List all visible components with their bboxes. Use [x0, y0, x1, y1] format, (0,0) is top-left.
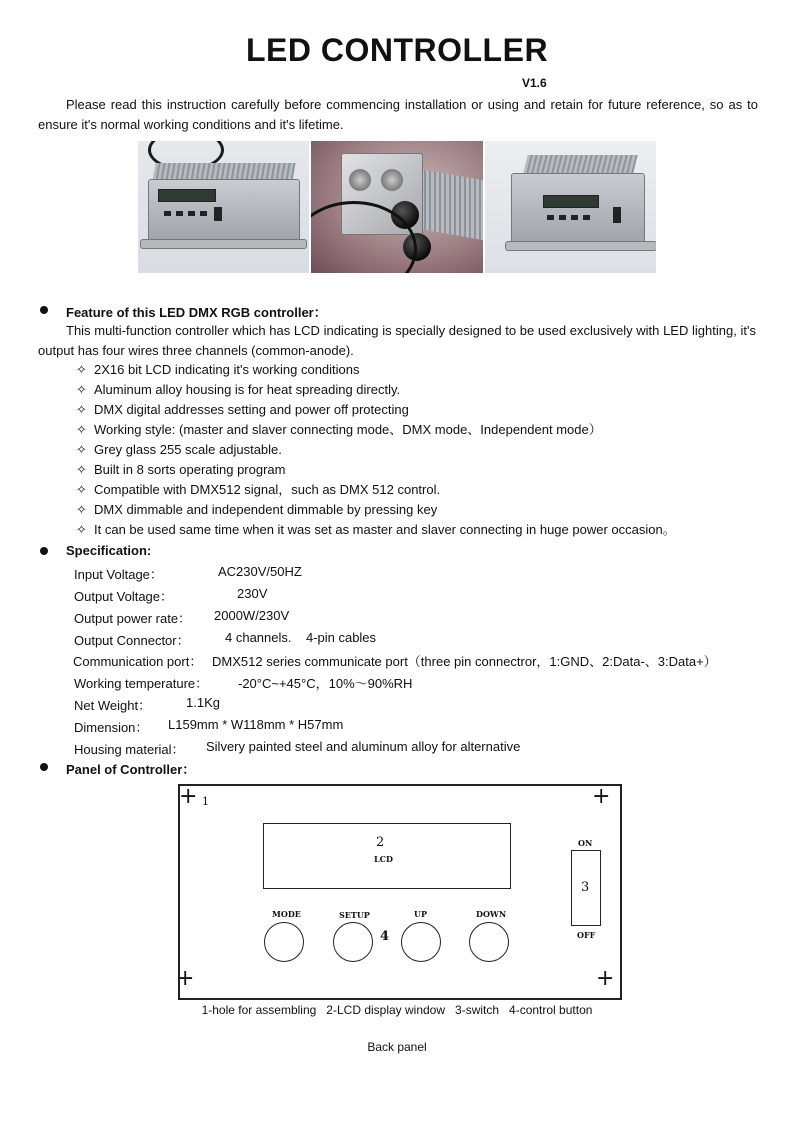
spec-label: Input Voltage：: [74, 567, 163, 582]
panel-heading: Panel of Controller：: [66, 762, 196, 777]
filled-circle-icon: [40, 547, 48, 555]
diamond-star-icon: ✧: [76, 522, 87, 537]
setup-label: SETUP: [339, 910, 370, 920]
plus-cross-icon: +: [179, 784, 198, 809]
spec-value: Silvery painted steel and aluminum alloy for alternative: [206, 739, 521, 754]
panel-caption: Back panel: [367, 1040, 427, 1054]
spec-value: AC230V/50HZ: [218, 564, 302, 579]
spec-label: Output Connector：: [74, 633, 190, 648]
spec-value: DMX512 series communicate port（three pin connectror，1:GND、2:Data-、3:Data+）: [212, 654, 717, 669]
feature-item: ✧ 2X16 bit LCD indicating it's working conditions: [76, 360, 360, 380]
lcd-number: 2: [376, 835, 385, 850]
diamond-star-icon: ✧: [76, 362, 87, 377]
setup-button: [333, 922, 373, 962]
diamond-star-icon: ✧: [76, 502, 87, 517]
feature-item: ✧ DMX digital addresses setting and power off protecting: [76, 400, 409, 420]
spec-value: 230V: [237, 586, 268, 601]
panel-legend: 1-hole for assembling 2-LCD display window 3-switch 4-control button: [201, 1003, 593, 1017]
filled-circle-icon: [40, 306, 48, 314]
features-heading: Feature of this LED DMX RGB controller：: [66, 305, 327, 320]
product-photo-connectors: [311, 141, 482, 273]
plus-cross-icon: +: [592, 784, 611, 809]
product-photos: [138, 141, 656, 273]
feature-item: ✧ It can be used same time when it was set as master and slaver connecting in huge power occasion。: [76, 520, 676, 540]
specification-heading: Specification:: [66, 543, 152, 558]
buttons-number: 4: [380, 929, 390, 944]
feature-item: ✧ Grey glass 255 scale adjustable.: [76, 440, 282, 460]
product-photo-front: [138, 141, 309, 273]
product-photo-side: [485, 141, 656, 273]
hole-number: 1: [202, 795, 209, 808]
spec-label: Communication port：: [73, 654, 203, 669]
panel-diagram: [178, 784, 622, 1000]
diamond-star-icon: ✧: [76, 442, 87, 457]
switch-number: 3: [581, 880, 590, 895]
diamond-star-icon: ✧: [76, 462, 87, 477]
spec-value: L159mm * W118mm * H57mm: [168, 717, 344, 732]
feature-item: ✧ Built in 8 sorts operating program: [76, 460, 285, 480]
switch-off-label: OFF: [577, 930, 596, 940]
up-button: [401, 922, 441, 962]
switch-on-label: ON: [578, 838, 593, 848]
diamond-star-icon: ✧: [76, 382, 87, 397]
page-title: LED CONTROLLER: [245, 32, 549, 68]
filled-circle-icon: [40, 763, 48, 771]
mode-button: [264, 922, 304, 962]
spec-value: 2000W/230V: [214, 608, 290, 623]
feature-item: ✧ DMX dimmable and independent dimmable by pressing key: [76, 500, 437, 520]
spec-value: 4 channels. 4-pin cables: [225, 630, 377, 645]
features-description: This multi-function controller which has LCD indicating is specially designed to be used exclusively with LED lighting, it's output has four wires three channels (common-anode).: [38, 323, 756, 358]
lcd-label: LCD: [374, 854, 393, 864]
down-button: [469, 922, 509, 962]
plus-cross-icon: +: [176, 966, 195, 991]
mode-label: MODE: [272, 909, 301, 919]
version-label: V1.6: [522, 76, 547, 90]
feature-item: ✧ Aluminum alloy housing is for heat spreading directly.: [76, 380, 400, 400]
spec-label: Output power rate：: [74, 611, 192, 626]
diamond-star-icon: ✧: [76, 402, 87, 417]
down-label: DOWN: [476, 909, 507, 919]
plus-cross-icon: +: [596, 966, 615, 991]
spec-value: 1.1Kg: [186, 695, 220, 710]
diamond-star-icon: ✧: [76, 422, 87, 437]
feature-item: ✧ Compatible with DMX512 signal，such as DMX 512 control.: [76, 480, 440, 500]
spec-value: -20°C~+45°C，10%～90%RH: [238, 676, 413, 691]
spec-label: Housing material：: [74, 742, 185, 757]
spec-label: Output Voltage：: [74, 589, 174, 604]
diamond-star-icon: ✧: [76, 482, 87, 497]
spec-label: Net Weight：: [74, 698, 152, 713]
spec-label: Dimension：: [74, 720, 149, 735]
up-label: UP: [414, 909, 427, 919]
spec-label: Working temperature：: [74, 676, 209, 691]
feature-item: ✧ Working style: (master and slaver connecting mode、DMX mode、Independent mode）: [76, 420, 602, 440]
intro-paragraph: Please read this instruction carefully before commencing installation or using and retain for future reference, so as to ensure it's normal working conditions and it's lifetime.: [38, 97, 758, 132]
